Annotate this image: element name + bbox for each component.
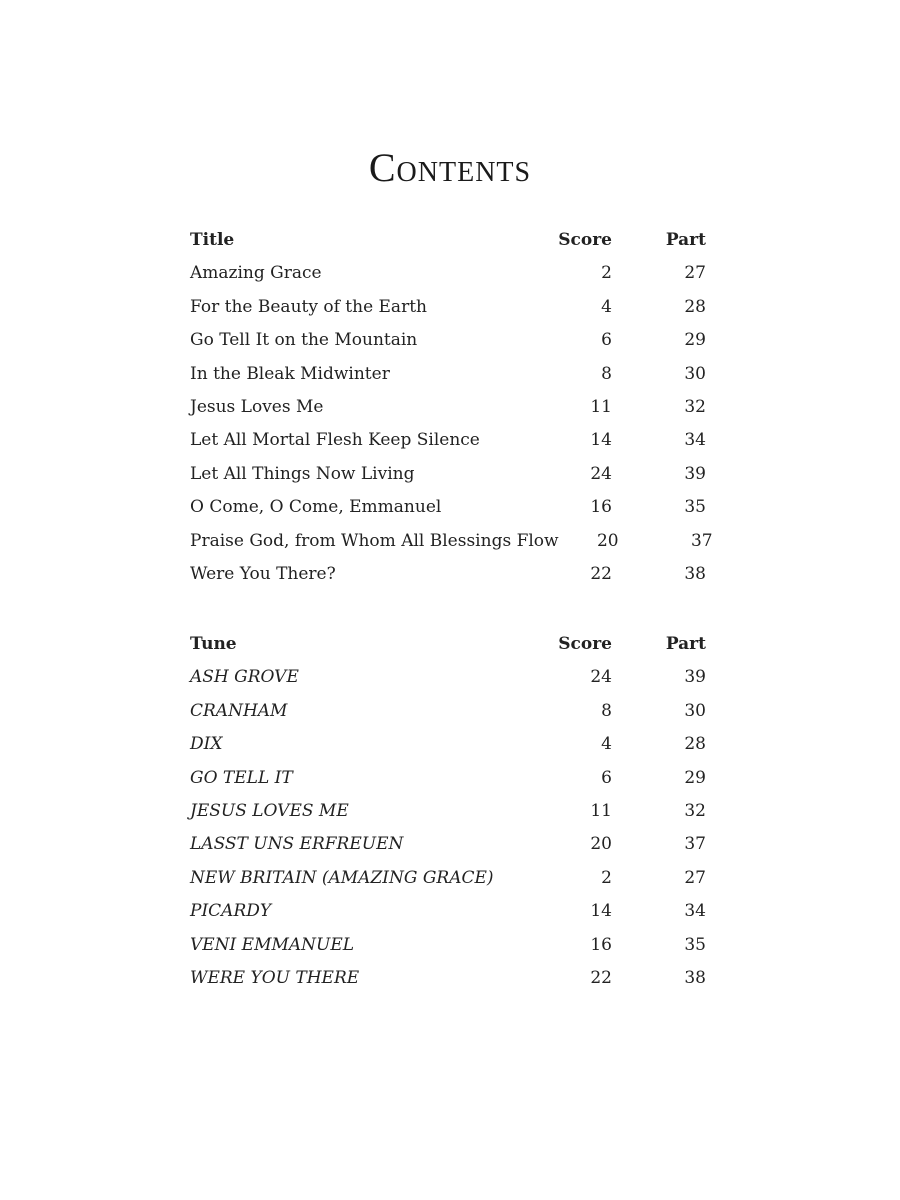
entry-name: VENI EMMANUEL — [190, 934, 355, 955]
score-page-number: 20 — [596, 530, 619, 551]
score-page-number: 4 — [601, 734, 612, 755]
table-row[interactable] — [190, 897, 706, 930]
table-row[interactable] — [190, 730, 706, 763]
tunes-table — [190, 630, 706, 997]
table-row[interactable] — [190, 764, 706, 797]
entry-name: Praise God, from Whom All Blessings Flow — [190, 530, 559, 551]
table-row[interactable] — [190, 259, 706, 292]
table-row[interactable] — [190, 797, 706, 830]
entry-name: CRANHAM — [190, 700, 288, 721]
table-row[interactable] — [190, 326, 706, 359]
table-header-row — [190, 226, 706, 259]
part-page-number: 27 — [684, 867, 706, 888]
score-page-number: 24 — [590, 667, 612, 688]
table-row[interactable] — [190, 527, 713, 560]
table-row[interactable] — [190, 964, 706, 997]
column-header-tune: Tune — [190, 634, 237, 654]
entry-name: ASH GROVE — [190, 667, 299, 688]
part-page-number: 38 — [684, 563, 706, 584]
part-page-number: 39 — [684, 667, 706, 688]
entry-name: DIX — [190, 734, 223, 755]
entry-name: For the Beauty of the Earth — [190, 296, 427, 317]
table-row[interactable] — [190, 493, 706, 526]
score-page-number: 14 — [590, 901, 612, 922]
table-row[interactable] — [190, 663, 706, 696]
score-page-number: 24 — [590, 463, 612, 484]
column-header-score: Score — [558, 230, 612, 250]
score-page-number: 20 — [590, 834, 612, 855]
part-page-number: 34 — [684, 430, 706, 451]
part-page-number: 39 — [684, 463, 706, 484]
entry-name: NEW BRITAIN (AMAZING GRACE) — [190, 867, 494, 888]
entry-name: O Come, O Come, Emmanuel — [190, 497, 442, 518]
score-page-number: 6 — [601, 330, 612, 351]
column-header-part: Part — [665, 230, 706, 250]
entry-name: GO TELL IT — [190, 767, 293, 788]
score-page-number: 22 — [590, 563, 612, 584]
table-row[interactable] — [190, 460, 706, 493]
table-row[interactable] — [190, 697, 706, 730]
titles-table — [190, 226, 713, 593]
column-header-title: Title — [190, 230, 235, 250]
table-row[interactable] — [190, 293, 706, 326]
column-header-score: Score — [558, 634, 612, 654]
table-row[interactable] — [190, 830, 706, 863]
part-page-number: 35 — [684, 934, 706, 955]
table-row[interactable] — [190, 426, 706, 459]
page-title: Contents — [368, 145, 532, 190]
table-header-row — [190, 630, 706, 663]
entry-name: JESUS LOVES ME — [190, 800, 349, 821]
part-page-number: 35 — [684, 497, 706, 518]
part-page-number: 38 — [684, 967, 706, 988]
score-page-number: 14 — [590, 430, 612, 451]
score-page-number: 16 — [590, 497, 612, 518]
score-page-number: 11 — [590, 396, 612, 417]
column-header-part: Part — [665, 634, 706, 654]
entry-name: LASST UNS ERFREUEN — [190, 834, 404, 855]
entry-name: In the Bleak Midwinter — [190, 363, 390, 384]
entry-name: Let All Mortal Flesh Keep Silence — [190, 430, 480, 451]
part-page-number: 28 — [684, 734, 706, 755]
score-page-number: 6 — [601, 767, 612, 788]
part-page-number: 32 — [684, 396, 706, 417]
score-page-number: 22 — [590, 967, 612, 988]
part-page-number: 37 — [690, 530, 713, 551]
score-page-number: 8 — [601, 363, 612, 384]
entry-name: Were You There? — [190, 563, 336, 584]
part-page-number: 27 — [684, 263, 706, 284]
part-page-number: 29 — [684, 767, 706, 788]
part-page-number: 37 — [684, 834, 706, 855]
score-page-number: 2 — [601, 867, 612, 888]
entry-name: Jesus Loves Me — [190, 396, 324, 417]
score-page-number: 16 — [590, 934, 612, 955]
entry-name: Let All Things Now Living — [190, 463, 415, 484]
entry-name: Go Tell It on the Mountain — [190, 330, 418, 351]
part-page-number: 30 — [684, 700, 706, 721]
table-row[interactable] — [190, 360, 706, 393]
part-page-number: 30 — [684, 363, 706, 384]
part-page-number: 28 — [684, 296, 706, 317]
table-row[interactable] — [190, 931, 706, 964]
score-page-number: 2 — [601, 263, 612, 284]
entry-name: Amazing Grace — [190, 263, 322, 284]
score-page-number: 11 — [590, 800, 612, 821]
score-page-number: 8 — [601, 700, 612, 721]
entry-name: PICARDY — [190, 901, 272, 922]
table-row[interactable] — [190, 864, 706, 897]
entry-name: WERE YOU THERE — [190, 967, 360, 988]
part-page-number: 32 — [684, 800, 706, 821]
part-page-number: 34 — [684, 901, 706, 922]
score-page-number: 4 — [601, 296, 612, 317]
table-row[interactable] — [190, 560, 706, 593]
part-page-number: 29 — [684, 330, 706, 351]
table-row[interactable] — [190, 393, 706, 426]
